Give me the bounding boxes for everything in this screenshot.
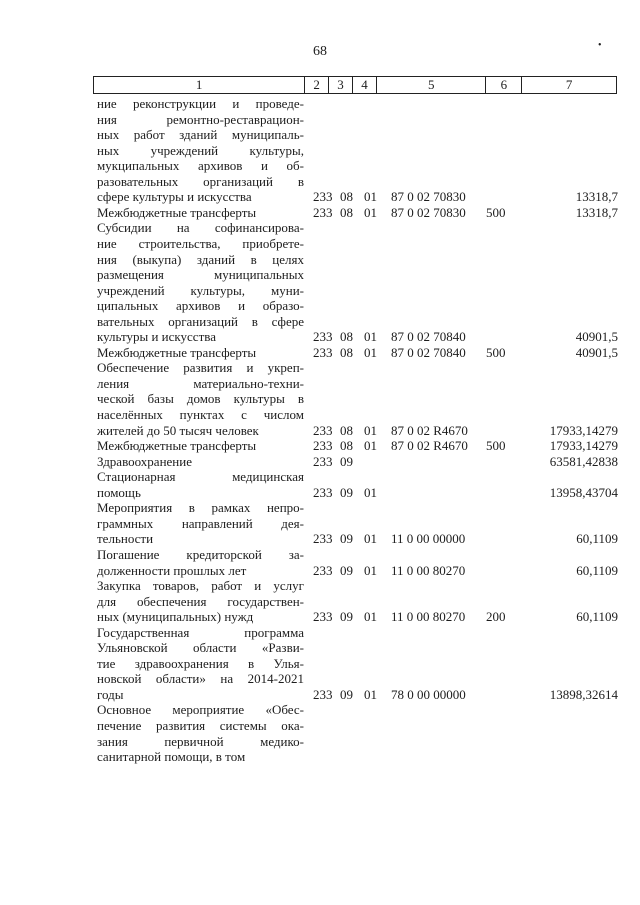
cell-col-5: 87 0 02 R4670 (391, 422, 468, 438)
cell-col-3: 08 (340, 438, 353, 454)
row-description: культуры и искусства (97, 329, 216, 345)
cell-col-4: 01 (364, 609, 377, 625)
row-description: населённых пунктах с числом (97, 407, 304, 422)
cell-col-5: 11 0 00 80270 (391, 562, 466, 578)
header-cell-7: 7 (565, 77, 573, 92)
row-description: Основное мероприятие «Обес- (97, 702, 304, 718)
row-description: Межбюджетные трансферты (97, 438, 257, 454)
cell-col-2: 233 (313, 484, 333, 500)
row-description: для обеспечения государствен- (97, 593, 304, 609)
row-description: Ульяновской области «Разви- (97, 640, 304, 656)
cell-col-3: 08 (340, 422, 353, 438)
cell-col-7: 60,1109 (576, 609, 618, 625)
cell-col-3: 09 (340, 453, 353, 469)
cell-col-2: 233 (313, 189, 333, 205)
row-description: Обеспечение развития и укреп- (97, 360, 304, 376)
cell-col-3: 08 (340, 344, 353, 360)
row-description: разовательных организаций в (97, 173, 304, 189)
cell-col-2: 233 (313, 531, 333, 547)
cell-col-5: 87 0 02 70840 (391, 344, 466, 360)
cell-col-5: 87 0 02 R4670 (391, 438, 468, 454)
row-description: тие здравоохранения в Улья- (97, 655, 304, 671)
header-cell-2: 2 (305, 77, 329, 93)
row-description: ных (муниципальных) нужд (97, 609, 254, 625)
cell-col-2: 233 (313, 609, 333, 625)
row-description: Стационарная медицинская (97, 469, 304, 485)
column-header-row (93, 76, 617, 94)
row-description: учреждений культуры, муни- (97, 282, 304, 298)
cell-col-4: 01 (364, 189, 377, 205)
row-description: тельности (97, 531, 154, 547)
row-description: ления материально-техни- (97, 375, 304, 391)
cell-col-2: 233 (313, 438, 333, 454)
cell-col-6: 200 (486, 609, 506, 625)
cell-col-3: 08 (340, 204, 353, 220)
cell-col-7: 60,1109 (576, 562, 618, 578)
cell-col-5: 11 0 00 80270 (391, 609, 466, 625)
row-description: Межбюджетные трансферты (97, 344, 257, 360)
row-description: Здравоохранение (97, 453, 192, 469)
row-description: долженности прошлых лет (97, 562, 247, 578)
cell-col-4: 01 (364, 686, 377, 702)
header-cell-5: 5 (377, 77, 487, 93)
row-description: печение развития системы ока- (97, 718, 304, 733)
row-description: ных учреждений культуры, (97, 142, 304, 158)
cell-col-7: 40901,5 (575, 344, 618, 360)
row-description: вательных организаций в сфере (97, 313, 304, 329)
cell-col-7: 13898,32614 (549, 686, 618, 702)
cell-col-7: 17933,14279 (549, 422, 618, 438)
header-cell-4: 4 (353, 77, 377, 93)
row-description: ных работ зданий муниципаль- (97, 127, 304, 143)
cell-col-2: 233 (313, 562, 333, 578)
cell-col-4: 01 (364, 531, 377, 547)
cell-col-3: 09 (340, 484, 353, 500)
header-cell-6: 6 (486, 77, 522, 93)
row-description: годы (97, 686, 124, 702)
cell-col-7: 60,1109 (576, 531, 618, 547)
row-description: ципальных архивов и образо- (97, 298, 304, 314)
row-description: сфере культуры и искусства (97, 189, 252, 205)
row-description: санитарной помощи, в том (97, 749, 246, 765)
cell-col-7: 40901,5 (575, 329, 618, 345)
cell-col-2: 233 (313, 686, 333, 702)
cell-col-2: 233 (313, 204, 333, 220)
row-description: размещения муниципальных (97, 267, 304, 283)
cell-col-2: 233 (313, 344, 333, 360)
row-description: зания первичной медико- (97, 733, 304, 749)
cell-col-5: 87 0 02 70830 (391, 204, 466, 220)
row-description: новской области» на 2014-2021 (97, 671, 304, 687)
row-description: ние реконструкции и проведе- (97, 96, 304, 111)
cell-col-3: 08 (340, 189, 353, 205)
header-cell-1: 1 (94, 77, 305, 93)
cell-col-6: 500 (486, 204, 506, 220)
row-description: помощь (97, 484, 141, 500)
cell-col-3: 09 (340, 531, 353, 547)
cell-col-4: 01 (364, 344, 377, 360)
cell-col-2: 233 (313, 329, 333, 345)
row-description: мукципальных архивов и об- (97, 158, 304, 174)
cell-col-3: 09 (340, 609, 353, 625)
row-description: ческой базы домов культуры в (97, 391, 304, 407)
cell-col-4: 01 (364, 438, 377, 454)
cell-col-7: 63581,42838 (549, 453, 618, 469)
page-number: 68 (313, 44, 327, 59)
cell-col-4: 01 (364, 329, 377, 345)
cell-col-3: 08 (340, 329, 353, 345)
row-description: ние строительства, приобрете- (97, 235, 304, 251)
row-description: ния ремонтно-реставрацион- (97, 111, 304, 127)
row-description: жителей до 50 тысяч человек (97, 422, 259, 438)
cell-col-5: 87 0 02 70830 (391, 189, 466, 205)
cell-col-4: 01 (364, 562, 377, 578)
row-description: Закупка товаров, работ и услуг (97, 578, 304, 594)
row-description: Погашение кредиторской за- (97, 546, 304, 562)
cell-col-5: 11 0 00 00000 (391, 531, 466, 547)
cell-col-3: 09 (340, 562, 353, 578)
row-description: Мероприятия в рамках непро- (97, 500, 304, 516)
row-description: Субсидии на софинансирова- (97, 220, 304, 236)
cell-col-6: 500 (486, 344, 506, 360)
corner-mark: • (598, 40, 602, 51)
row-description: Государственная программа (97, 624, 304, 640)
cell-col-7: 13958,43704 (549, 484, 618, 500)
cell-col-3: 09 (340, 686, 353, 702)
cell-col-7: 17933,14279 (549, 438, 618, 454)
row-description: ния (выкупа) зданий в целях (97, 251, 304, 267)
cell-col-4: 01 (364, 204, 377, 220)
cell-col-2: 233 (313, 453, 333, 469)
header-cell-3: 3 (329, 77, 353, 93)
cell-col-7: 13318,7 (575, 189, 618, 205)
row-description: Межбюджетные трансферты (97, 204, 257, 220)
cell-col-5: 87 0 02 70840 (391, 329, 466, 345)
row-description: граммных направлений дея- (97, 515, 304, 531)
cell-col-5: 78 0 00 00000 (391, 686, 466, 702)
cell-col-4: 01 (364, 422, 377, 438)
cell-col-4: 01 (364, 484, 377, 500)
cell-col-2: 233 (313, 422, 333, 438)
cell-col-7: 13318,7 (575, 204, 618, 220)
cell-col-6: 500 (486, 438, 506, 454)
